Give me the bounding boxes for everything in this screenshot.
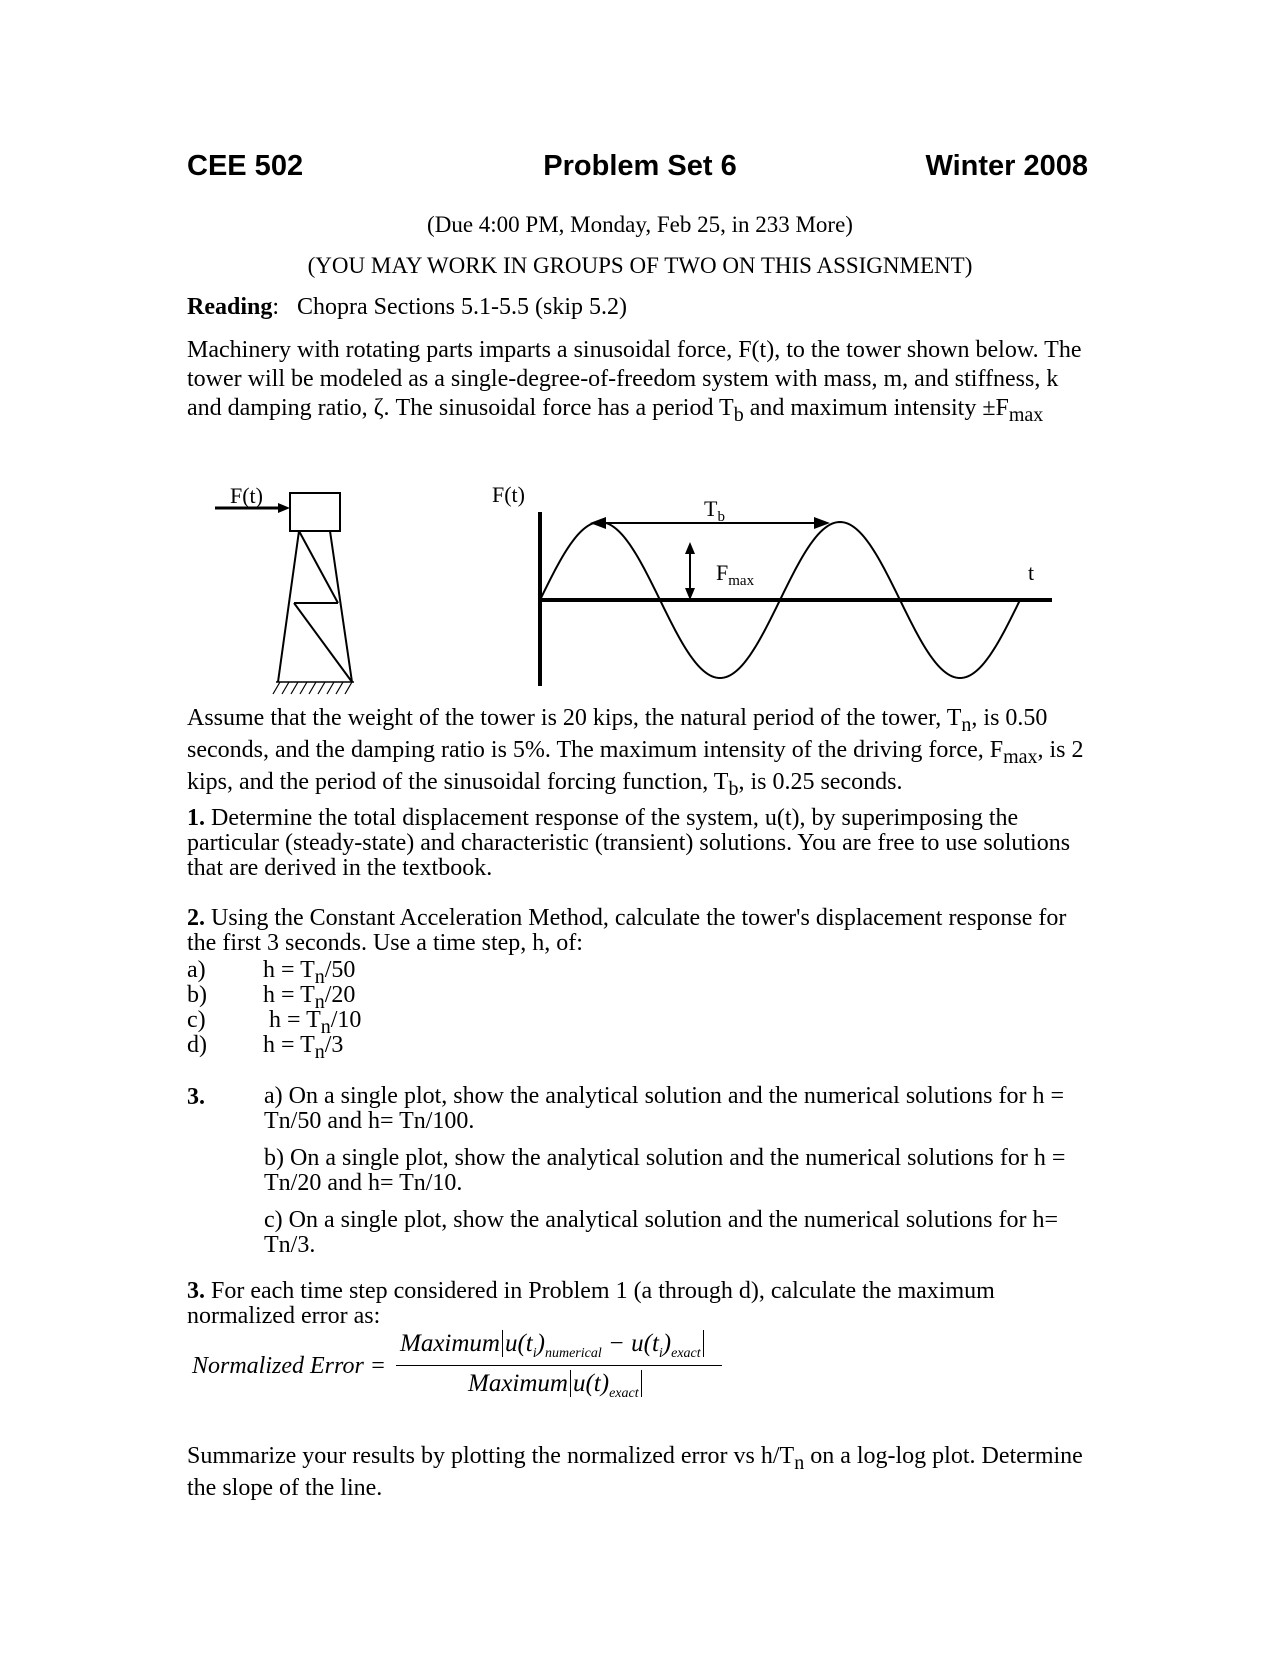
q3-part-a: a) On a single plot, show the analytical solution and the numerical solutions for h = Tn/50 and h= Tn/100.: [264, 1083, 1065, 1134]
summary-paragraph: [187, 1444, 1097, 1501]
formula-fraction-bar: [396, 1365, 722, 1366]
q2-item-label: b): [187, 982, 207, 1008]
assume-sub-max: max: [1003, 745, 1038, 768]
amplitude-arrow: [685, 542, 695, 600]
q3-part-b: b) On a single plot, show the analytical solution and the numerical solutions for h = Tn/20 and h= Tn/10.: [264, 1145, 1066, 1196]
term: Winter 2008: [925, 150, 1088, 182]
formula-numerator: Maximum $u(t_i)_{numerical} - u(t_i)_{exact}$: [400, 1330, 704, 1362]
q1-number: 1.: [187, 805, 205, 831]
assume-sub-b: b: [728, 777, 739, 800]
q2-item-label: a): [187, 957, 206, 983]
groups-line: (YOU MAY WORK IN GROUPS OF TWO ON THIS ASSIGNMENT): [307, 253, 973, 278]
formula-lhs: Normalized Error =: [192, 1353, 386, 1379]
ground-hatch: [273, 682, 352, 694]
q2-item-label: d): [187, 1032, 207, 1058]
q2-item-value: $h = T_n/20$: [263, 982, 356, 1013]
summary-text-a: Summarize your results by plotting the normalized error vs h/T: [187, 1443, 795, 1469]
assume-sub-n: n: [961, 713, 972, 736]
assume-text-2: , is 0.50 seconds, and the damping ratio is 5%. The maximum intensity of the driving force, F: [187, 705, 1048, 763]
reading-text: Chopra Sections 5.1-5.5 (skip 5.2): [297, 294, 627, 320]
tower-force-label: F(t): [230, 483, 263, 508]
q4-number: 3.: [187, 1278, 205, 1304]
q4-text: For each time step considered in Problem 1 (a through d), calculate the maximum normalized error as:: [187, 1278, 995, 1329]
intro-sub-max: max: [1008, 403, 1044, 426]
time-label: t: [1028, 560, 1035, 585]
assume-text-4: , is 0.25 seconds.: [738, 768, 903, 795]
assume-paragraph: [187, 706, 1097, 801]
q2-text: Using the Constant Acceleration Method, calculate the tower's displacement response for the first 3 seconds. Use a time step, h, of:: [187, 905, 1067, 956]
question-2: [187, 906, 1097, 956]
reading-colon: :: [272, 294, 280, 320]
summary-sub-n: n: [794, 1451, 805, 1474]
tower-drawing: [215, 493, 354, 682]
intro-sub-b: b: [733, 403, 744, 426]
graph-force-label: F(t): [492, 482, 525, 507]
reading-line: [187, 293, 1097, 322]
q2-item-value: $h = T_n/50$: [263, 957, 356, 988]
q2-item-value: $h = T_n/10$: [263, 1007, 362, 1038]
assume-text-1: Assume that the weight of the tower is 20 kips, the natural period of the tower, T: [187, 705, 962, 731]
summary-text-b: on a log-log plot. Determine the slope of the line.: [187, 1443, 1083, 1501]
q1-text: Determine the total displacement response of the system, u(t), by superimposing the particular (steady-state) and characteristic (transient) solutions. You are free to use solutions that are derived in the textbook.: [187, 805, 1071, 881]
course-code: CEE 502: [187, 150, 304, 182]
reading-label: Reading: [187, 294, 273, 320]
due-line: (Due 4:00 PM, Monday, Feb 25, in 233 More): [427, 212, 853, 237]
q2-item-value: $h = T_n/3$: [263, 1032, 344, 1063]
question-1: [187, 806, 1097, 881]
q3-part-c: c) On a single plot, show the analytical solution and the numerical solutions for h= Tn/3.: [264, 1207, 1059, 1258]
intro-text-a: Machinery with rotating parts imparts a sinusoidal force, F(t), to the tower shown below. The tower will be modeled as a single-degree-of-freedom system with mass, m, and stiffness, k and damping ratio, ζ. The sinusoidal force has a period T: [187, 337, 1082, 421]
q2-item-label: c): [187, 1007, 206, 1033]
amplitude-label: $F_{max}$: [716, 560, 755, 589]
figure: [0, 470, 1280, 710]
assume-text-3: , is 2 kips, and the period of the sinusoidal forcing function, T: [187, 736, 1084, 795]
intro-paragraph: [187, 336, 1097, 430]
q2-number: 2.: [187, 905, 205, 931]
formula-denominator: Maximum $u(t)_{exact}$: [468, 1370, 642, 1402]
intro-text-b: and maximum intensity ±F: [743, 395, 1009, 421]
q3-number: 3.: [187, 1084, 205, 1110]
question-4: [187, 1279, 1097, 1329]
period-label: $T_b$: [704, 496, 725, 525]
page-title: Problem Set 6: [543, 150, 737, 182]
